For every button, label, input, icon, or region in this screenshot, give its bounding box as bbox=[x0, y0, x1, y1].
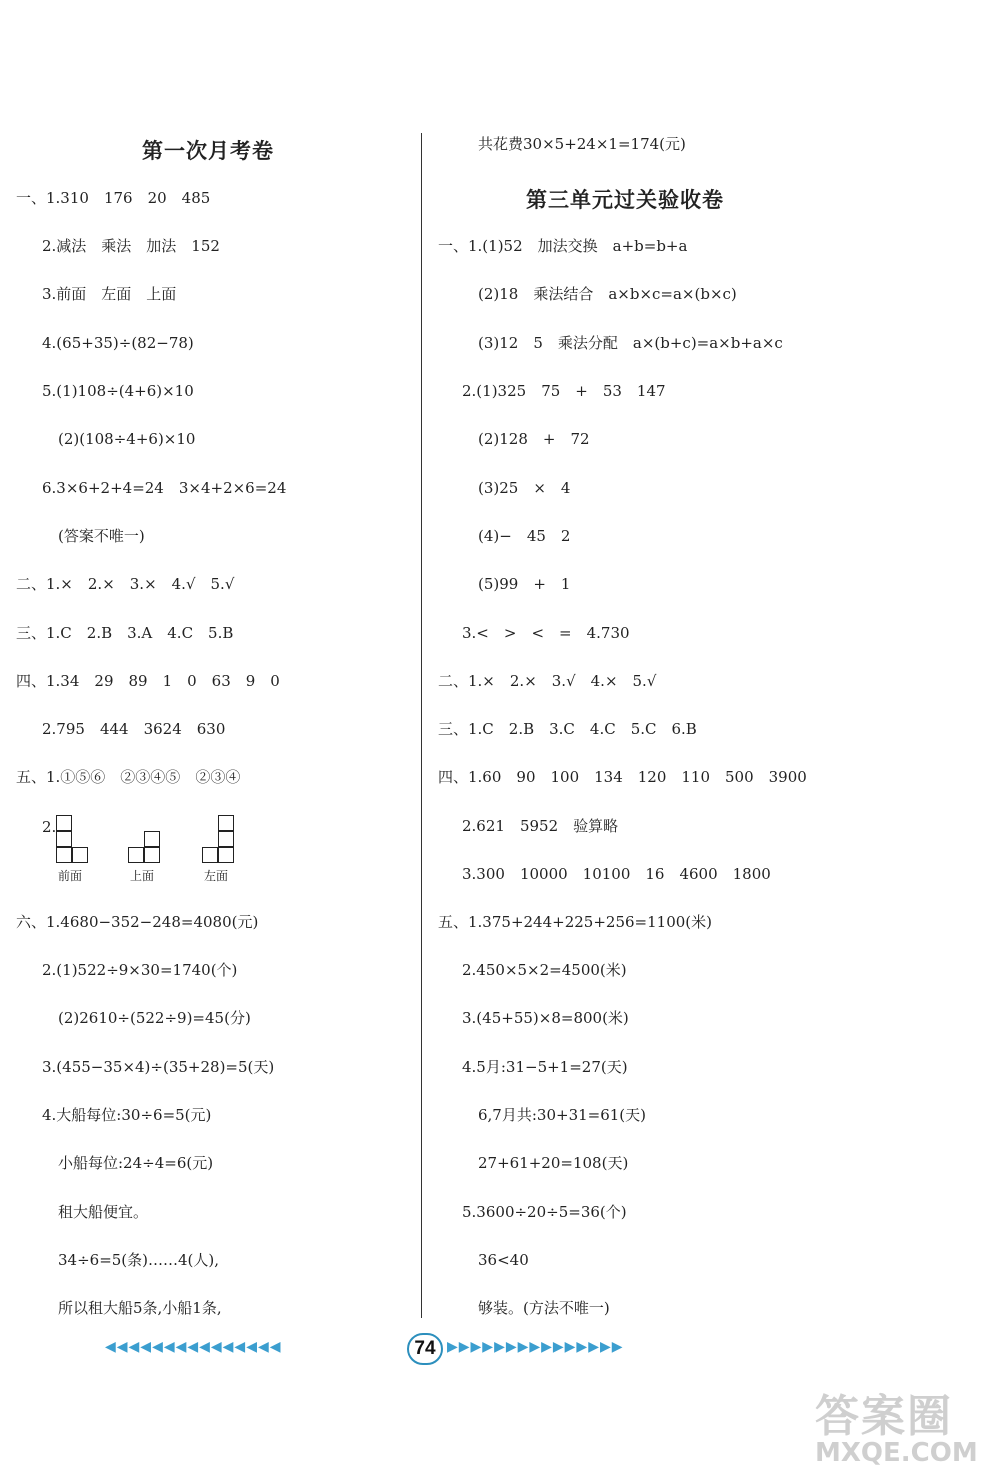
watermark-site: MXQE.COM bbox=[815, 1438, 978, 1468]
right-line-7: (4)− 45 2 bbox=[478, 527, 571, 545]
left-line-11: 四、1.34 29 89 1 0 63 9 0 bbox=[16, 672, 280, 690]
left-line-9: 二、1.× 2.× 3.× 4.√ 5.√ bbox=[16, 575, 235, 593]
left-line-13: 五、1.①⑤⑥ ②③④⑤ ②③④ bbox=[16, 768, 241, 786]
column-divider bbox=[421, 133, 422, 1318]
right-line-5: (2)128 + 72 bbox=[478, 430, 590, 448]
left-line-12: 2.795 444 3624 630 bbox=[42, 720, 226, 738]
right-line-4: 2.(1)325 75 + 53 147 bbox=[462, 382, 666, 400]
right-line-18: 4.5月:31−5+1=27(天) bbox=[462, 1058, 628, 1076]
page-number: 74 bbox=[407, 1333, 443, 1365]
top-view-label: 上面 bbox=[130, 869, 155, 883]
right-section-title: 第三单元过关验收卷 bbox=[526, 187, 724, 212]
left-line-7: 6.3×6+2+4=24 3×4+2×6=24 bbox=[42, 479, 287, 497]
front-view-label: 前面 bbox=[58, 869, 83, 883]
right-line-6: (3)25 × 4 bbox=[478, 479, 571, 497]
left-line-14: 2. bbox=[42, 818, 57, 836]
left-line-3: 3.前面 左面 上面 bbox=[42, 285, 177, 303]
left-section-title: 第一次月考卷 bbox=[142, 138, 274, 163]
left-view-label: 左面 bbox=[204, 869, 229, 883]
right-first-line: 共花费30×5+24×1=174(元) bbox=[478, 135, 686, 153]
right-line-15: 五、1.375+244+225+256=1100(米) bbox=[438, 913, 712, 931]
right-line-11: 三、1.C 2.B 3.C 4.C 5.C 6.B bbox=[438, 720, 697, 738]
right-line-2: (2)18 乘法结合 a×b×c=a×(b×c) bbox=[478, 285, 737, 303]
right-arrow-decoration: ▶▶▶▶▶▶▶▶▶▶▶▶▶▶▶ bbox=[447, 1339, 624, 1355]
left-line-16: 2.(1)522÷9×30=1740(个) bbox=[42, 961, 238, 979]
left-line-22: 34÷6=5(条)……4(人), bbox=[58, 1251, 220, 1269]
left-line-6: (2)(108÷4+6)×10 bbox=[58, 430, 196, 448]
right-line-3: (3)12 5 乘法分配 a×(b+c)=a×b+a×c bbox=[478, 334, 783, 352]
left-line-8: (答案不唯一) bbox=[58, 527, 145, 545]
left-line-4: 4.(65+35)÷(82−78) bbox=[42, 334, 194, 352]
left-line-17: (2)2610÷(522÷9)=45(分) bbox=[58, 1009, 251, 1027]
right-line-23: 够装。(方法不唯一) bbox=[478, 1299, 610, 1317]
left-line-23: 所以租大船5条,小船1条, bbox=[58, 1299, 222, 1317]
left-line-18: 3.(455−35×4)÷(35+28)=5(天) bbox=[42, 1058, 275, 1076]
left-line-15: 六、1.4680−352−248=4080(元) bbox=[16, 913, 259, 931]
watermark-logo bbox=[815, 1380, 995, 1472]
right-line-10: 二、1.× 2.× 3.√ 4.× 5.√ bbox=[438, 672, 657, 690]
right-line-16: 2.450×5×2=4500(米) bbox=[462, 961, 627, 979]
three-view-figures bbox=[40, 815, 280, 885]
right-line-19: 6,7月共:30+31=61(天) bbox=[478, 1106, 647, 1124]
left-arrow-decoration: ◀◀◀◀◀◀◀◀◀◀◀◀◀◀◀ bbox=[105, 1339, 282, 1355]
right-line-22: 36<40 bbox=[478, 1251, 529, 1269]
right-line-9: 3.< > < = 4.730 bbox=[462, 624, 630, 642]
right-line-12: 四、1.60 90 100 134 120 110 500 3900 bbox=[438, 768, 807, 786]
left-line-19: 4.大船每位:30÷6=5(元) bbox=[42, 1106, 212, 1124]
page-footer bbox=[105, 1333, 745, 1363]
left-line-1: 一、1.310 176 20 485 bbox=[16, 189, 211, 207]
left-line-5: 5.(1)108÷(4+6)×10 bbox=[42, 382, 194, 400]
left-line-21: 租大船便宜。 bbox=[58, 1203, 149, 1221]
right-line-17: 3.(45+55)×8=800(米) bbox=[462, 1009, 629, 1027]
right-line-8: (5)99 + 1 bbox=[478, 575, 571, 593]
right-line-20: 27+61+20=108(天) bbox=[478, 1154, 629, 1172]
right-line-13: 2.621 5952 验算略 bbox=[462, 817, 619, 835]
left-line-2: 2.减法 乘法 加法 152 bbox=[42, 237, 220, 255]
watermark-text: 答案圈 bbox=[815, 1391, 953, 1442]
left-line-10: 三、1.C 2.B 3.A 4.C 5.B bbox=[16, 624, 234, 642]
right-line-21: 5.3600÷20÷5=36(个) bbox=[462, 1203, 627, 1221]
right-line-1: 一、1.(1)52 加法交换 a+b=b+a bbox=[438, 237, 688, 255]
right-line-14: 3.300 10000 10100 16 4600 1800 bbox=[462, 865, 771, 883]
left-line-20: 小船每位:24÷4=6(元) bbox=[58, 1154, 214, 1172]
